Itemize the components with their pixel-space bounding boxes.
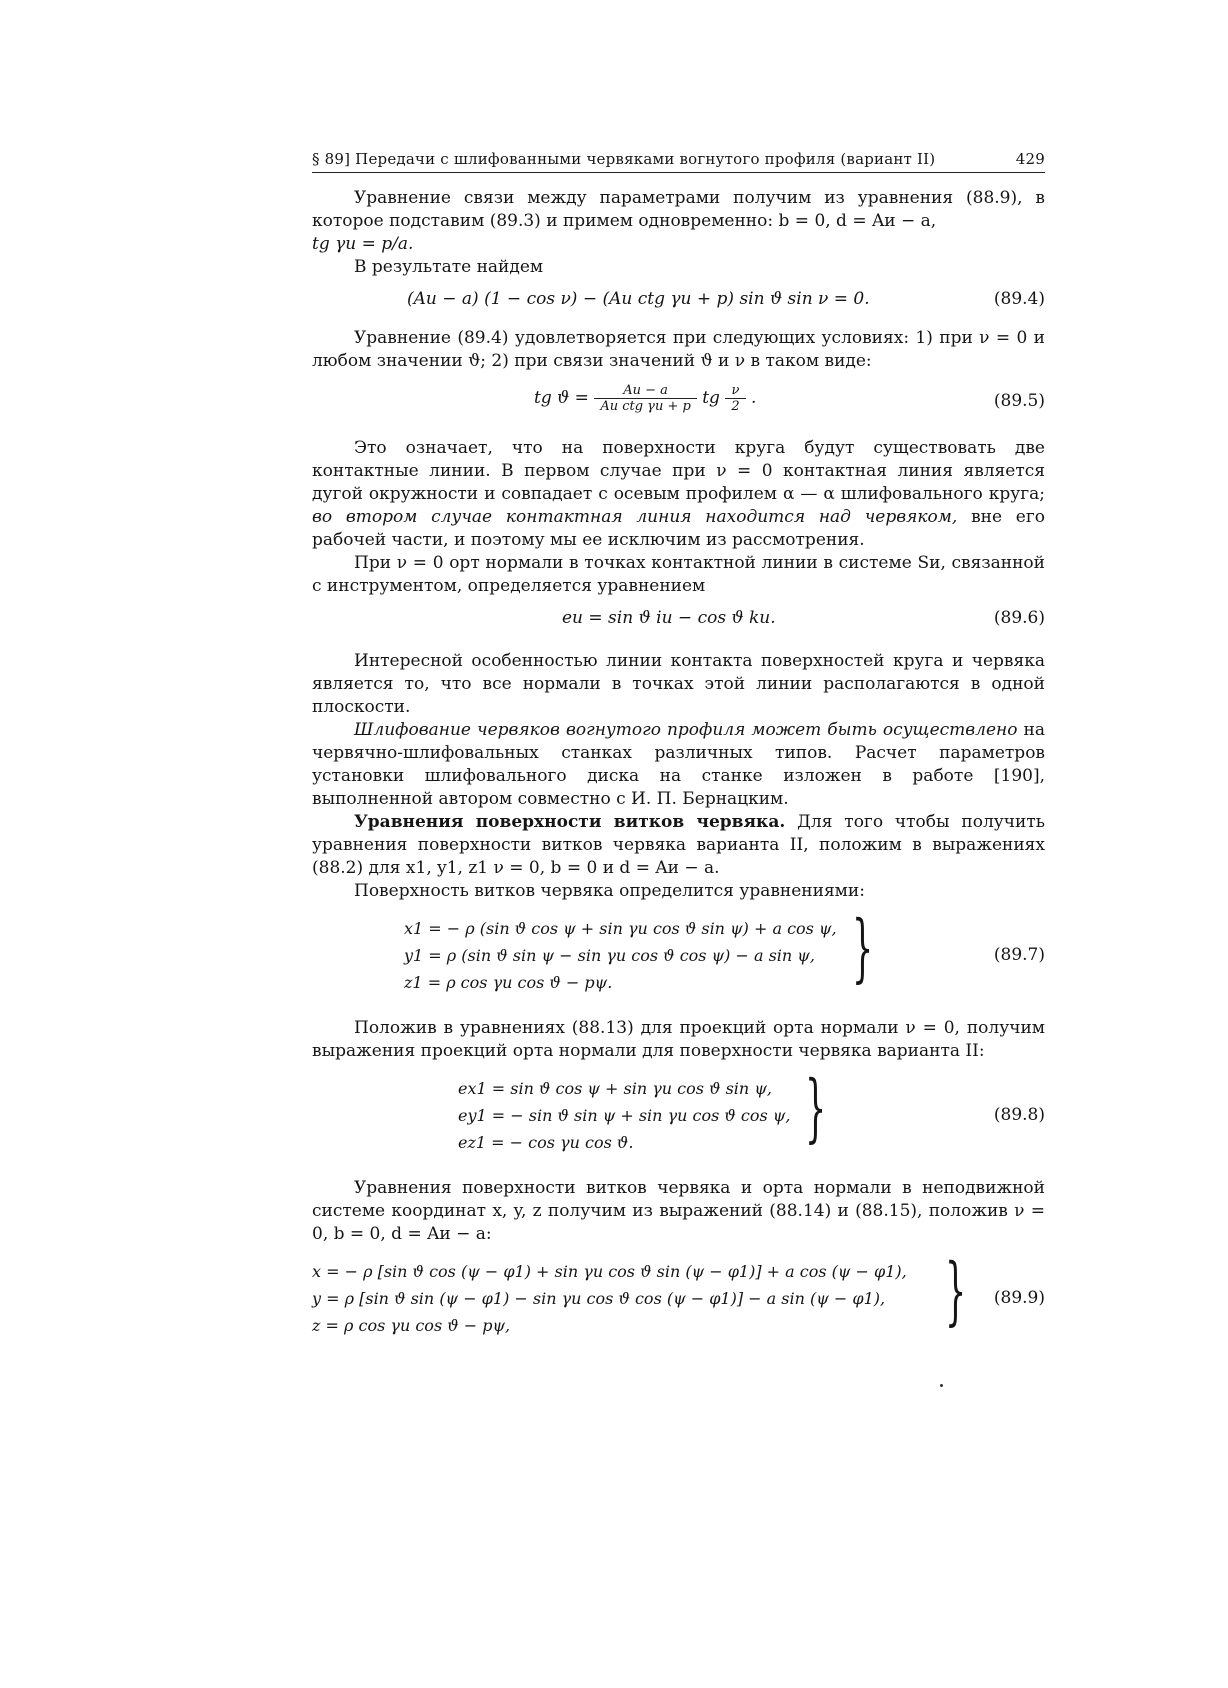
denominator: 2: [731, 399, 740, 414]
equation-89-7: [312, 905, 1045, 1001]
paragraph: При ν = 0 орт нормали в точках контактной линии в системе Sи, связанной с инструментом, определяется уравнением: [312, 553, 1045, 596]
equation-89-9: [312, 1248, 1045, 1344]
equation-line: x1 = − ρ (sin ϑ cos ψ + sin γи cos ϑ sin ψ) + a cos ψ,: [404, 919, 837, 938]
equation-number: (89.4): [993, 289, 1045, 309]
equation-body: eи = sin ϑ iи − cos ϑ kи.: [562, 608, 776, 628]
equation-89-8: [312, 1065, 1045, 1161]
equation-body: (Aи − a) (1 − cos ν) − (Aи ctg γи + p) sin ϑ sin ν = 0.: [407, 289, 870, 309]
equation-body: [534, 383, 756, 414]
equation-lines: [312, 1258, 907, 1339]
equation-line: ex1 = sin ϑ cos ψ + sin γи cos ϑ sin ψ,: [458, 1079, 772, 1098]
page-number: 429: [1015, 150, 1045, 168]
fraction: [725, 383, 745, 414]
paragraph: Уравнение связи между параметрами получим из уравнения (88.9), в которое подставим (89.3) и примем одновременно: b = 0, d = Aи − a,: [312, 188, 1045, 231]
equation-line: ey1 = − sin ϑ sin ψ + sin γи cos ϑ cos ψ,: [458, 1106, 791, 1125]
text-span: Это означает, что на поверхности круга будут существовать две контактные линии. В первом случае при ν = 0 контактная линия является дугой окружности и совпадает с осевым профилем α — α шлифовального круга;: [312, 438, 1045, 504]
equation-line: ez1 = − cos γи cos ϑ.: [458, 1133, 634, 1152]
equation-lhs: tg ϑ =: [534, 388, 589, 408]
equation-lines: [458, 1075, 790, 1156]
denominator: Aи ctg γи + p: [600, 399, 691, 414]
italic-span: во втором случае контактная линия находится над червяком,: [312, 507, 958, 527]
running-header: [312, 150, 1045, 173]
paragraph: Положив в уравнениях (88.13) для проекций орта нормали ν = 0, получим выражения проекций орта нормали для поверхности червяка варианта II:: [312, 1018, 1045, 1061]
right-brace: }: [804, 1065, 827, 1151]
paragraph: В результате найдем: [354, 257, 544, 277]
paragraph: Интересной особенностью линии контакта поверхностей круга и червяка является то, что все нормали в точках этой линии располагаются в одной плоскости.: [312, 651, 1045, 717]
equation-line: z1 = ρ cos γи cos ϑ − pψ.: [404, 973, 613, 992]
equation-line: y1 = ρ (sin ϑ sin ψ − sin γи cos ϑ cos ψ) − a sin ψ,: [404, 946, 815, 965]
equation-89-4: [312, 289, 1045, 317]
paragraph: [312, 719, 1045, 811]
equation-end: .: [751, 388, 757, 408]
scan-speck: [940, 1384, 943, 1387]
equation-rhs: tg: [702, 388, 720, 408]
text-span: Для того чтобы получить уравнения поверхности витков червяка варианта II, положим в выражениях (88.2) для x1, y1, z1 ν = 0, b = 0 и d = Aи − a.: [312, 812, 1045, 878]
paragraph-formula: tg γи = p/a.: [312, 234, 414, 254]
numerator: ν: [725, 383, 745, 399]
bold-heading: Уравнения поверхности витков червяка.: [354, 812, 786, 832]
right-brace: }: [944, 1248, 967, 1334]
equation-lines: [404, 915, 837, 996]
equation-number: (89.7): [993, 945, 1045, 965]
text-span: вне его рабочей части, и поэтому мы ее исключим из рассмотрения.: [312, 507, 1045, 550]
equation-number: (89.6): [993, 608, 1045, 628]
paragraph: Поверхность витков червяка определится уравнениями:: [354, 881, 865, 901]
section-title: § 89] Передачи с шлифованными червяками вогнутого профиля (вариант II): [312, 150, 936, 168]
equation-number: (89.9): [993, 1288, 1045, 1308]
equation-line: z = ρ cos γи cos ϑ − pψ,: [312, 1316, 511, 1335]
numerator: Aи − a: [594, 383, 696, 399]
equation-number: (89.8): [993, 1105, 1045, 1125]
book-page: [312, 150, 1045, 1356]
paragraph: Уравнения поверхности витков червяка и орта нормали в неподвижной системе координат x, y, z получим из выражений (88.14) и (88.15), положив ν = 0, b = 0, d = Aи − a:: [312, 1178, 1045, 1244]
equation-number: (89.5): [993, 391, 1045, 411]
right-brace: }: [851, 905, 874, 991]
equation-line: x = − ρ [sin ϑ cos (ψ − φ1) + sin γи cos ϑ sin (ψ − φ1)] + a cos (ψ − φ1),: [312, 1262, 907, 1281]
text-span: на червячно-шлифовальных станках различных типов. Расчет параметров установки шлифовального диска на станке изложен в работе [190], выполненной автором совместно с И. П. Бернацким.: [312, 720, 1045, 809]
paragraph: [312, 437, 1045, 552]
paragraph: Уравнение (89.4) удовлетворяется при следующих условиях: 1) при ν = 0 и любом значении ϑ; 2) при связи значений ϑ и ν в таком виде:: [312, 328, 1045, 371]
italic-span: Шлифование червяков вогнутого профиля может быть осуществлено: [354, 720, 1018, 740]
fraction: [594, 383, 696, 414]
paragraph: [312, 811, 1045, 880]
equation-89-5: [312, 383, 1045, 423]
equation-line: y = ρ [sin ϑ sin (ψ − φ1) − sin γи cos ϑ cos (ψ − φ1)] − a sin (ψ − φ1),: [312, 1289, 886, 1308]
equation-89-6: [312, 608, 1045, 636]
